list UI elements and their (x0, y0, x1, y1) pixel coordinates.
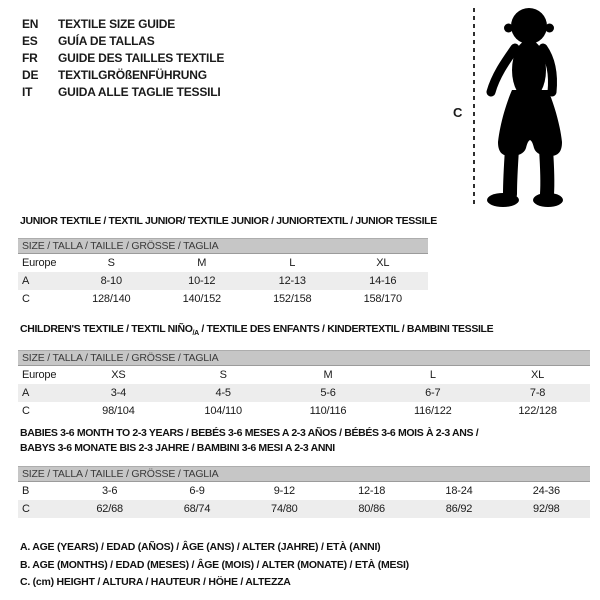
language-code: DE (22, 67, 39, 82)
table-title-line (20, 426, 478, 441)
language-label: TEXTILGRÖßENFÜHRUNG (58, 67, 207, 82)
row-label: C (22, 293, 30, 305)
language-label: GUIDE DES TAILLES TEXTILE (58, 50, 225, 65)
row-value: M (197, 257, 207, 269)
footnote: A. AGE (YEARS) / EDAD (AÑOS) / ÂGE (ANS) / ALTER (JAHRE) / ETÀ (ANNI) (20, 541, 381, 553)
height-measure-dashed-line (473, 8, 475, 207)
table-title-line (20, 322, 493, 341)
language-list (22, 15, 224, 100)
row-label: Europe (22, 369, 57, 381)
row-value: 104/110 (204, 405, 242, 417)
row-value: 24-36 (532, 485, 560, 497)
row-value: 98/104 (102, 405, 135, 417)
row-value: 86/92 (445, 503, 473, 515)
language-row (22, 66, 224, 83)
row-value: 62/68 (96, 503, 123, 515)
row-label: A (22, 275, 30, 287)
row-value: 68/74 (183, 503, 211, 515)
row-value: XL (531, 369, 545, 381)
row-value: 74/80 (271, 503, 298, 515)
language-code: FR (22, 50, 38, 65)
footnote: C. (cm) HEIGHT / ALTURA / HAUTEUR / HÖHE / ALTEZZA (20, 576, 291, 588)
toddler-silhouette-icon (482, 4, 582, 208)
row-value: 6-7 (425, 387, 441, 399)
title-text: CHILDREN'S TEXTILE / TEXTIL NIÑO (20, 323, 193, 335)
table-title-2 (20, 322, 493, 341)
row-value: 6-9 (189, 485, 205, 497)
table-row (18, 500, 590, 518)
size-header-bar: SIZE / TALLA / TAILLE / GRÖSSE / TAGLIA (18, 350, 590, 366)
row-value: 4-5 (215, 387, 231, 399)
row-value: 8-10 (100, 275, 122, 287)
row-value: 3-6 (102, 485, 118, 497)
row-value: L (289, 257, 296, 269)
table-title-line (20, 214, 437, 229)
language-row (22, 49, 224, 66)
size-table-1 (18, 238, 428, 308)
row-value: 116/122 (414, 405, 452, 417)
table-row (18, 272, 428, 290)
row-value: 5-6 (320, 387, 336, 399)
language-label: GUÍA DE TALLAS (58, 33, 155, 48)
row-value: 110/116 (309, 405, 347, 417)
row-value: XL (376, 257, 390, 269)
title-text: JUNIOR TEXTILE / TEXTIL JUNIOR/ TEXTILE JUNIOR / JUNIORTEXTIL / JUNIOR TESSILE (20, 215, 437, 227)
size-header-bar: SIZE / TALLA / TAILLE / GRÖSSE / TAGLIA (18, 466, 590, 482)
table-row (18, 402, 590, 420)
table-row (18, 366, 590, 384)
table-row (18, 254, 428, 272)
footnote: B. AGE (MONTHS) / EDAD (MESES) / ÂGE (MOIS) / ALTER (MONATE) / ETÀ (MESI) (20, 558, 409, 571)
language-label: TEXTILE SIZE GUIDE (58, 16, 176, 31)
row-value: 128/140 (92, 293, 131, 305)
row-value: M (323, 369, 333, 381)
size-header-bar: SIZE / TALLA / TAILLE / GRÖSSE / TAGLIA (18, 238, 428, 254)
language-label: GUIDA ALLE TAGLIE TESSILI (58, 84, 221, 99)
language-code: IT (22, 84, 33, 99)
table-title-3 (20, 426, 478, 456)
title-text: BABYS 3-6 MONATE BIS 2-3 JAHRE / BAMBINI 3-6 MESI A 2-3 ANNI (20, 442, 335, 454)
row-label: A (22, 387, 30, 399)
language-row (22, 32, 224, 49)
row-value: 158/170 (363, 293, 402, 305)
row-value: 10-12 (188, 275, 216, 287)
row-value: 12-18 (358, 485, 386, 497)
row-value: 3-4 (110, 387, 127, 399)
row-value: 80/86 (358, 503, 385, 515)
row-label: C (22, 503, 30, 515)
row-value: 12-13 (278, 275, 306, 287)
language-code: ES (22, 33, 38, 48)
row-value: 7-8 (529, 387, 546, 399)
language-row (22, 15, 224, 32)
table-row (18, 290, 428, 308)
title-text: / TEXTILE DES ENFANTS / KINDERTEXTIL / BAMBINI TESSILE (198, 323, 494, 335)
row-value: L (429, 369, 436, 381)
row-value: 140/152 (182, 293, 221, 305)
row-label: C (22, 405, 30, 417)
language-row (22, 83, 224, 100)
title-text: BABIES 3-6 MONTH TO 2-3 YEARS / BEBÉS 3-6 MESES A 2-3 AÑOS / BÉBÉS 3-6 MOIS À 2-3 ANS / (20, 427, 479, 439)
size-table-3 (18, 466, 590, 518)
title-subscript: /A (192, 330, 199, 338)
row-label: Europe (22, 257, 57, 269)
size-table-2 (18, 350, 590, 420)
row-value: S (107, 257, 115, 269)
row-value: XS (111, 369, 126, 381)
table-title-1 (20, 214, 437, 229)
table-row (18, 384, 590, 402)
row-value: S (219, 369, 227, 381)
row-value: 152/158 (273, 293, 312, 305)
height-measure-label: C (453, 105, 463, 120)
row-value: 9-12 (273, 485, 295, 497)
table-row (18, 482, 590, 500)
row-value: 122/128 (518, 405, 557, 417)
footnotes (20, 539, 409, 592)
row-value: 92/98 (533, 503, 560, 515)
row-value: 18-24 (445, 485, 473, 497)
language-code: EN (22, 16, 39, 31)
row-value: 14-16 (369, 275, 397, 287)
table-title-line (20, 441, 478, 456)
row-label: B (22, 485, 30, 497)
